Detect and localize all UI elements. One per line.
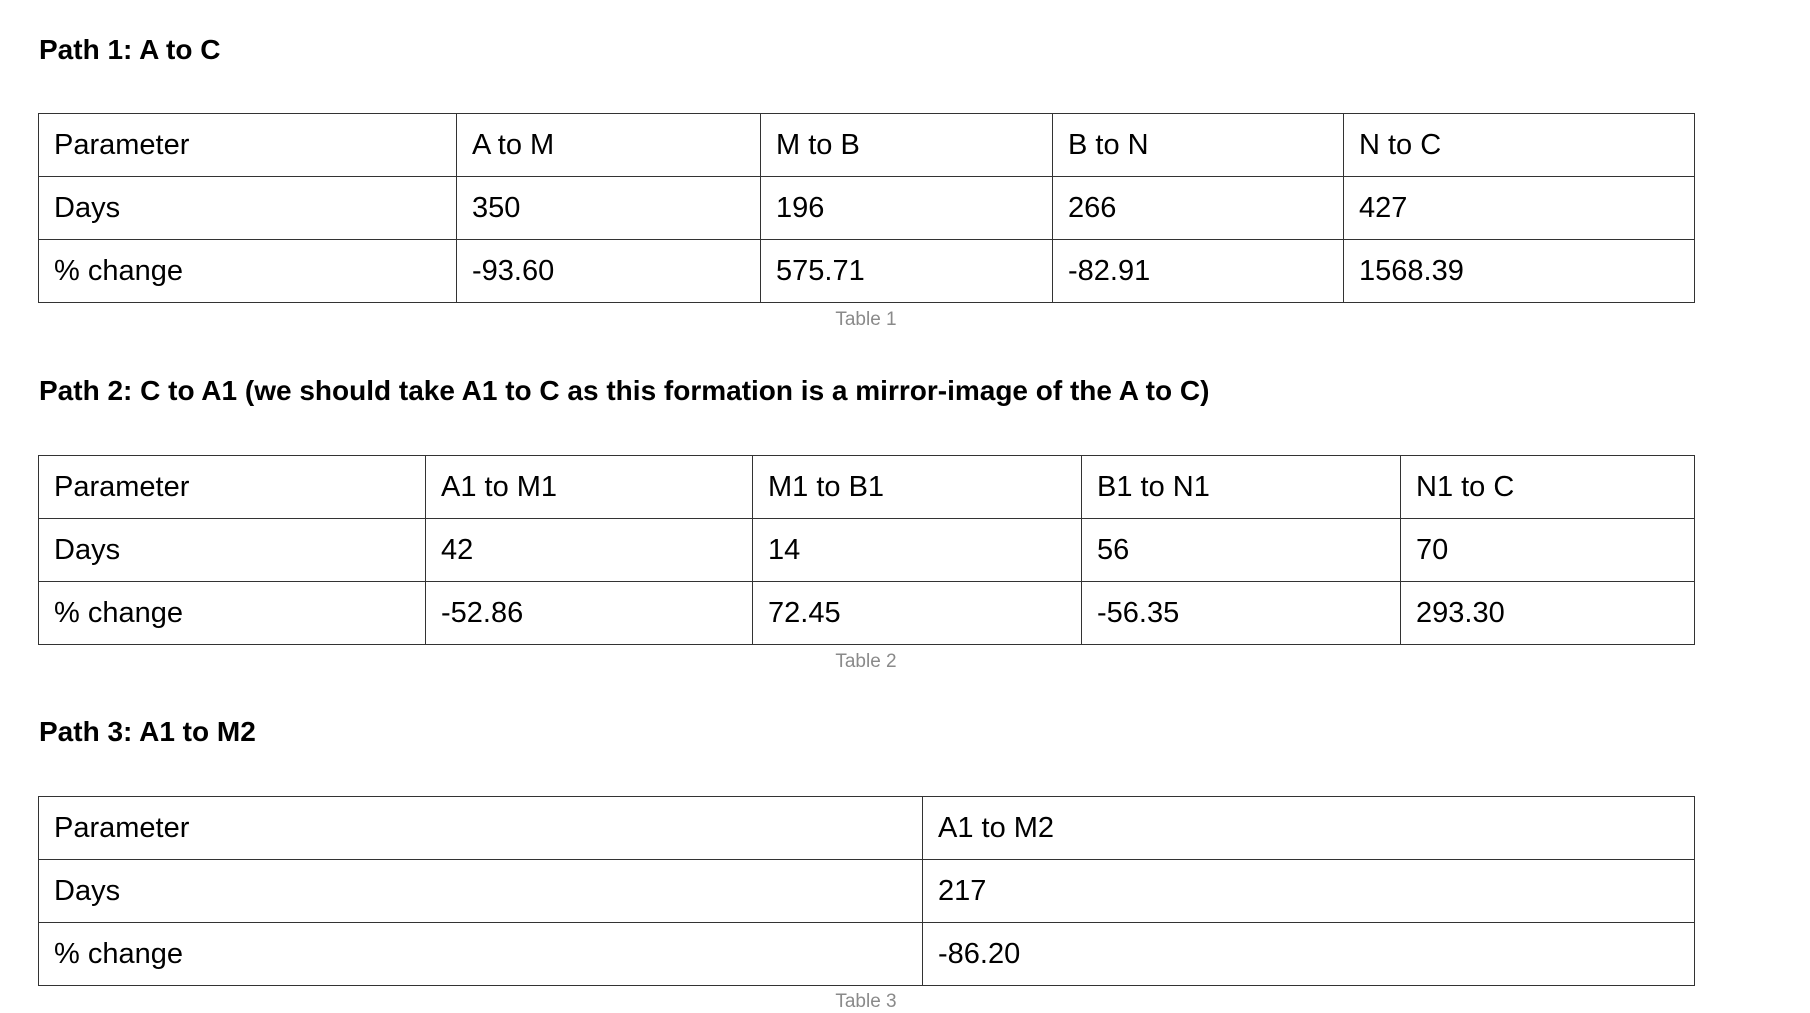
section-heading-path-1: Path 1: A to C <box>39 34 221 65</box>
table-caption: Table 3 <box>835 991 897 1012</box>
table-row <box>39 923 1695 986</box>
table-header-cell: Parameter <box>39 114 457 177</box>
table-header-cell: A1 to M1 <box>426 456 753 519</box>
table-cell: Days <box>39 519 426 582</box>
table-header-cell: B1 to N1 <box>1082 456 1401 519</box>
table-caption: Table 1 <box>835 309 897 330</box>
table-header-row <box>39 456 1695 519</box>
table-cell: % change <box>39 582 426 645</box>
table-cell: -86.20 <box>923 923 1695 986</box>
table-header-cell: M1 to B1 <box>753 456 1082 519</box>
table-header-cell: N1 to C <box>1401 456 1695 519</box>
table-cell: 56 <box>1082 519 1401 582</box>
table-cell: -82.91 <box>1053 240 1344 303</box>
table-cell: 42 <box>426 519 753 582</box>
table-row <box>39 519 1695 582</box>
table-caption: Table 2 <box>835 651 897 672</box>
table-row <box>39 582 1695 645</box>
path-2-table <box>38 455 1695 645</box>
table-header-cell: N to C <box>1344 114 1695 177</box>
table-row <box>39 860 1695 923</box>
table-cell: -93.60 <box>457 240 761 303</box>
table-header-cell: A to M <box>457 114 761 177</box>
table-cell: Days <box>39 860 923 923</box>
table-cell: 196 <box>761 177 1053 240</box>
table-cell: 72.45 <box>753 582 1082 645</box>
section-heading-path-3: Path 3: A1 to M2 <box>39 716 256 747</box>
table-cell: % change <box>39 240 457 303</box>
table-header-row <box>39 797 1695 860</box>
table-header-cell: A1 to M2 <box>923 797 1695 860</box>
table-header-cell: Parameter <box>39 456 426 519</box>
table-cell: 350 <box>457 177 761 240</box>
table-cell: -56.35 <box>1082 582 1401 645</box>
table-cell: 14 <box>753 519 1082 582</box>
path-1-table <box>38 113 1695 303</box>
table-cell: % change <box>39 923 923 986</box>
table-row <box>39 240 1695 303</box>
table-cell: -52.86 <box>426 582 753 645</box>
table-header-cell: Parameter <box>39 797 923 860</box>
table-cell: 217 <box>923 860 1695 923</box>
table-cell: 1568.39 <box>1344 240 1695 303</box>
table-cell: 427 <box>1344 177 1695 240</box>
table-header-cell: B to N <box>1053 114 1344 177</box>
table-cell: 293.30 <box>1401 582 1695 645</box>
table-cell: 266 <box>1053 177 1344 240</box>
table-cell: Days <box>39 177 457 240</box>
table-header-cell: M to B <box>761 114 1053 177</box>
table-cell: 70 <box>1401 519 1695 582</box>
section-heading-path-2: Path 2: C to A1 (we should take A1 to C as this formation is a mirror-image of the A to C) <box>39 375 1210 406</box>
path-3-table <box>38 796 1695 986</box>
table-row <box>39 177 1695 240</box>
table-header-row <box>39 114 1695 177</box>
table-cell: 575.71 <box>761 240 1053 303</box>
